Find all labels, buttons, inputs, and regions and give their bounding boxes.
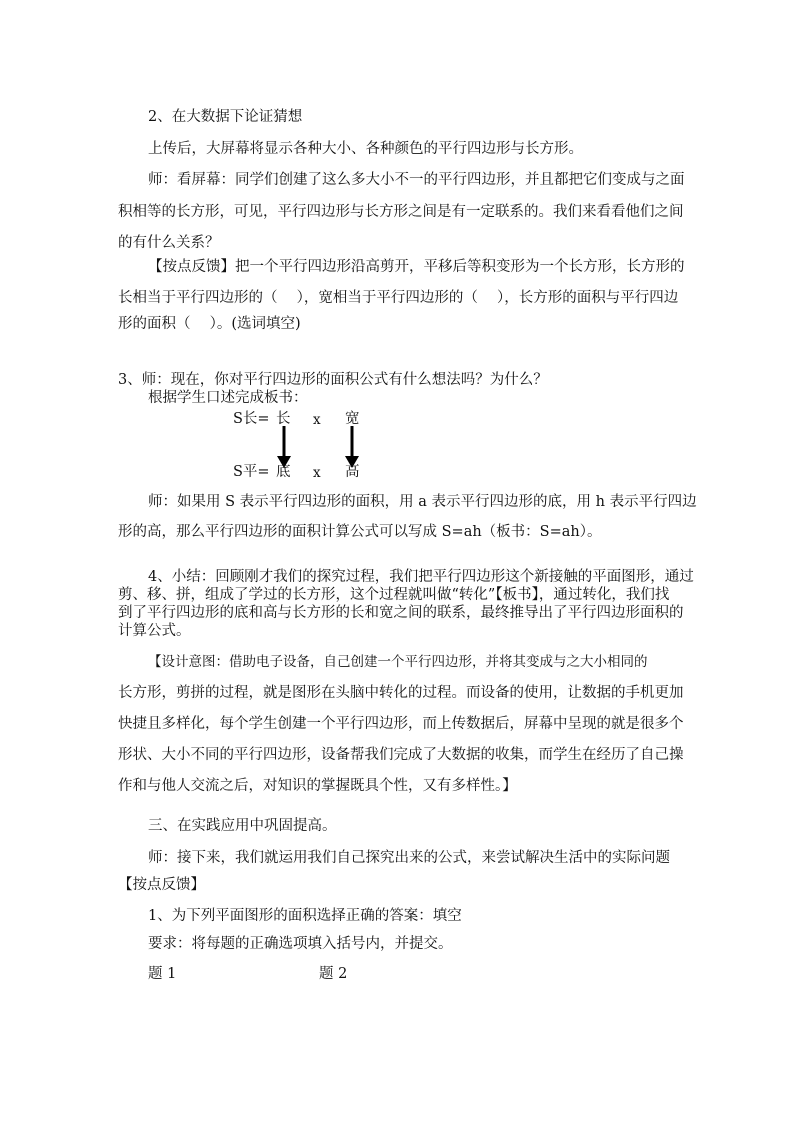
summary-line-4: 计算公式。: [118, 623, 191, 639]
board-row2-height: 高: [345, 464, 360, 480]
formula-line-2: 形的高，那么平行四边形的面积计算公式可以写成 S=ah（板书：S=ah）。: [118, 524, 602, 540]
part3-requirement: 要求：将每题的正确选项填入括号内，并提交。: [148, 936, 453, 952]
section3-question: 3、师：现在，你对平行四边形的面积公式有什么想法吗？为什么？: [118, 372, 548, 388]
board-row1-width: 宽: [345, 411, 360, 427]
summary-line-2: 剪、移、拼，组成了学过的长方形，这个过程就叫做“转化”【板书】，通过转化，我们找: [118, 587, 670, 603]
design-line-2: 长方形，剪拼的过程，就是图形在头脑中转化的过程。而设备的使用，让数据的手机更加: [118, 685, 684, 701]
teacher-line-3: 的有什么关系？: [118, 235, 220, 251]
part3-feedback: 【按点反馈】: [118, 877, 205, 893]
feedback-line-2: 长相当于平行四边形的（ ），宽相当于平行四边形的（ ），长方形的面积与平行四边: [118, 290, 679, 306]
summary-line-1: 4、小结：回顾刚才我们的探究过程，我们把平行四边形这个新接触的平面图形，通过: [148, 569, 694, 585]
section2-heading: 2、在大数据下论证猜想: [148, 109, 303, 125]
board-row1-length: 长: [276, 411, 291, 427]
formula-line-1: 师：如果用 S 表示平行四边形的面积，用 a 表示平行四边形的底，用 h 表示平行四边: [148, 494, 697, 510]
part3-question-1: 1、为下列平面图形的面积选择正确的答案：填空: [148, 908, 462, 924]
teacher-line-1: 师：看屏幕：同学们创建了这么多大小不一的平行四边形，并且都把它们变成与之面: [148, 172, 685, 188]
design-line-5: 作和与他人交流之后，对知识的掌握既具个性，又有多样性。】: [118, 778, 517, 794]
feedback-line-3: 形的面积（ ）。(选词填空): [118, 316, 301, 332]
board-row2-label: S平=: [233, 464, 270, 480]
teacher-line-2: 积相等的长方形，可见，平行四边形与长方形之间是有一定联系的。我们来看看他们之间: [118, 204, 684, 220]
design-line-3: 快捷且多样化，每个学生创建一个平行四边形，而上传数据后，屏幕中呈现的就是很多个: [118, 716, 684, 732]
board-row2-times: x: [313, 465, 321, 481]
problem-2-label: 题 2: [319, 966, 348, 982]
design-line-4: 形状、大小不同的平行四边形，设备帮我们完成了大数据的收集，而学生在经历了自己操: [118, 747, 684, 763]
section2-paragraph-1: 上传后，大屏幕将显示各种大小、各种颜色的平行四边形与长方形。: [148, 141, 583, 157]
board-row2-base: 底: [276, 464, 291, 480]
board-row1-times: x: [313, 412, 321, 428]
feedback-line-1: 【按点反馈】把一个平行四边形沿高剪开，平移后等积变形为一个长方形，长方形的: [148, 259, 685, 275]
board-row1-label: S长=: [233, 411, 270, 427]
board-intro: 根据学生口述完成板书：: [148, 390, 308, 406]
part3-teacher: 师：接下来，我们就运用我们自己探究出来的公式，来尝试解决生活中的实际问题: [148, 850, 670, 866]
design-line-1: 【设计意图：借助电子设备，自己创建一个平行四边形，并将其变成与之大小相同的: [148, 654, 648, 670]
part3-heading: 三、在实践应用中巩固提高。: [148, 818, 337, 834]
summary-line-3: 到了平行四边形的底和高与长方形的长和宽之间的联系，最终推导出了平行四边形面积的: [118, 605, 684, 621]
problem-1-label: 题 1: [148, 966, 177, 982]
